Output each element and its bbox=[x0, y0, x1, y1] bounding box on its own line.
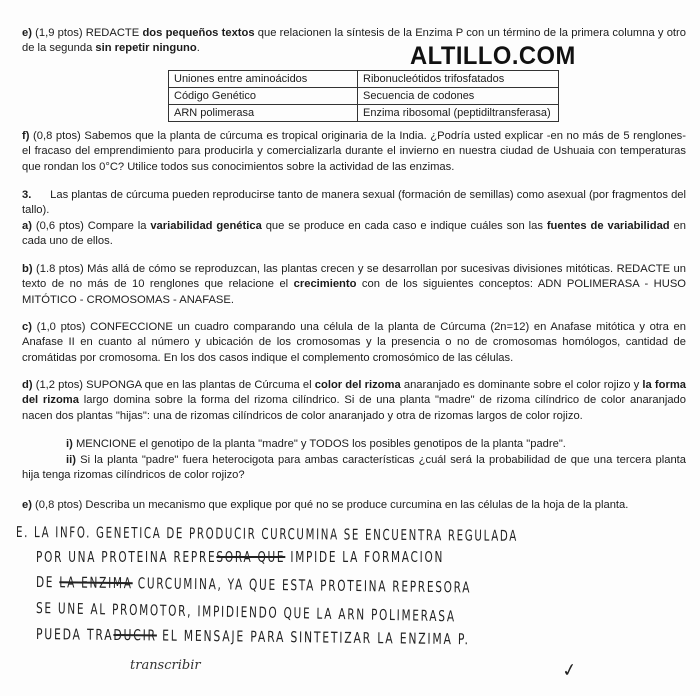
question-3: 3. Las plantas de cúrcuma pueden reproducirse tanto de manera sexual (formación de semillas) como asexual (por fragmentos del tallo). bbox=[22, 189, 686, 217]
handwritten-line-2: POR UNA PROTEINA REPRESORA QUE IMPIDE LA FORMACION bbox=[36, 548, 445, 566]
handwritten-line-3: DE LA ENZIMA CURCUMINA, YA QUE ESTA PROTEINA REPRESORA bbox=[35, 573, 472, 597]
question-3b: b) (1.8 ptos) Más allá de cómo se reproduzcan, las plantas crecen y se desarrollan por sucesivas divisiones mitóticas. REDACTE un texto de no más de 10 renglones que relacione el crecimiento con de los siguientes conceptos: ADN POLIMERASA - HUSO MITÓTICO - CROMOSOMAS - ANAFASE. bbox=[22, 263, 686, 306]
table-row: Uniones entre aminoácidos Ribonucleótidos trifosfatados bbox=[169, 71, 559, 88]
question-f: f) (0,8 ptos) Sabemos que la planta de cúrcuma es tropical originaria de la India. ¿Podría usted explicar -en no más de 5 renglones- el fracaso del emprendimiento para producirla y comercializarla durante el invierno en nuestra ciudad de Ushuaia con temperaturas que rondan los 0°C? Utilice todos sus conocimientos sobre la actividad de las enzimas. bbox=[22, 130, 686, 173]
question-e: e) (1,9 ptos) REDACTE dos pequeños textos que relacionen la síntesis de la Enzima P con un término de la primera columna y otro de la segunda sin repetir ninguno. bbox=[22, 27, 686, 55]
question-3d-ii: ii) Si la planta "padre" fuera heterocigota para ambas características ¿cuál será la probabilidad de que una tercera planta hija tenga rizomas cilíndricos de color rojizo? bbox=[22, 454, 686, 482]
handwritten-line-5: PUEDA TRADUCIR EL MENSAJE PARA SINTETIZAR LA ENZIMA P. bbox=[35, 625, 470, 649]
check-mark-icon: ✓ bbox=[560, 658, 579, 682]
handwritten-note: transcribir bbox=[130, 658, 201, 673]
question-3a: a) (0,6 ptos) Compare la variabilidad genética que se produce en cada caso e indique cuáles son las fuentes de variabilidad en cada uno de ellos. bbox=[22, 220, 686, 248]
question-3c: c) (1,0 ptos) CONFECCIONE un cuadro comparando una célula de la planta de Cúrcuma (2n=12) en Anafase mitótica y otra en Anafase II en cuanto al número y ubicación de los cromosomas y la presencia o no de cromosomas homólogos, cantidad de cromátidas por cromosoma. En los dos casos indique el complemento cromosómico de las células. bbox=[22, 321, 686, 364]
question-3e: e) (0,8 ptos) Describa un mecanismo que explique por qué no se produce curcumina en las células de la hoja de la planta. bbox=[22, 499, 629, 511]
handwritten-line-4: SE UNE AL PROMOTOR, IMPIDIENDO QUE LA ARN POLIMERASA bbox=[35, 599, 456, 626]
table-row: Código Genético Secuencia de codones bbox=[169, 88, 559, 105]
watermark: ALTILLO.COM bbox=[410, 42, 576, 70]
handwritten-line-1: E. LA INFO. GENETICA DE PRODUCIR CURCUMINA SE ENCUENTRA REGULADA bbox=[15, 523, 518, 545]
question-3d: d) (1,2 ptos) SUPONGA que en las plantas de Cúrcuma el color del rizoma anaranjado es dominante sobre el color rojizo y la forma del rizoma largo domina sobre la forma del rizoma cilíndrico. Si de una planta "madre" de rizoma cilíndrico de color anaranjado nacen dos plantas "hijas": una de rizomas cilíndricos de color anaranjado y otra de rizomas largos de color rojizo. bbox=[22, 379, 686, 422]
concept-table bbox=[168, 70, 559, 122]
table-row: ARN polimerasa Enzima ribosomal (peptidiltransferasa) bbox=[169, 105, 559, 122]
question-3d-i: i) MENCIONE el genotipo de la planta "madre" y TODOS los posibles genotipos de la planta "padre". bbox=[66, 438, 566, 450]
